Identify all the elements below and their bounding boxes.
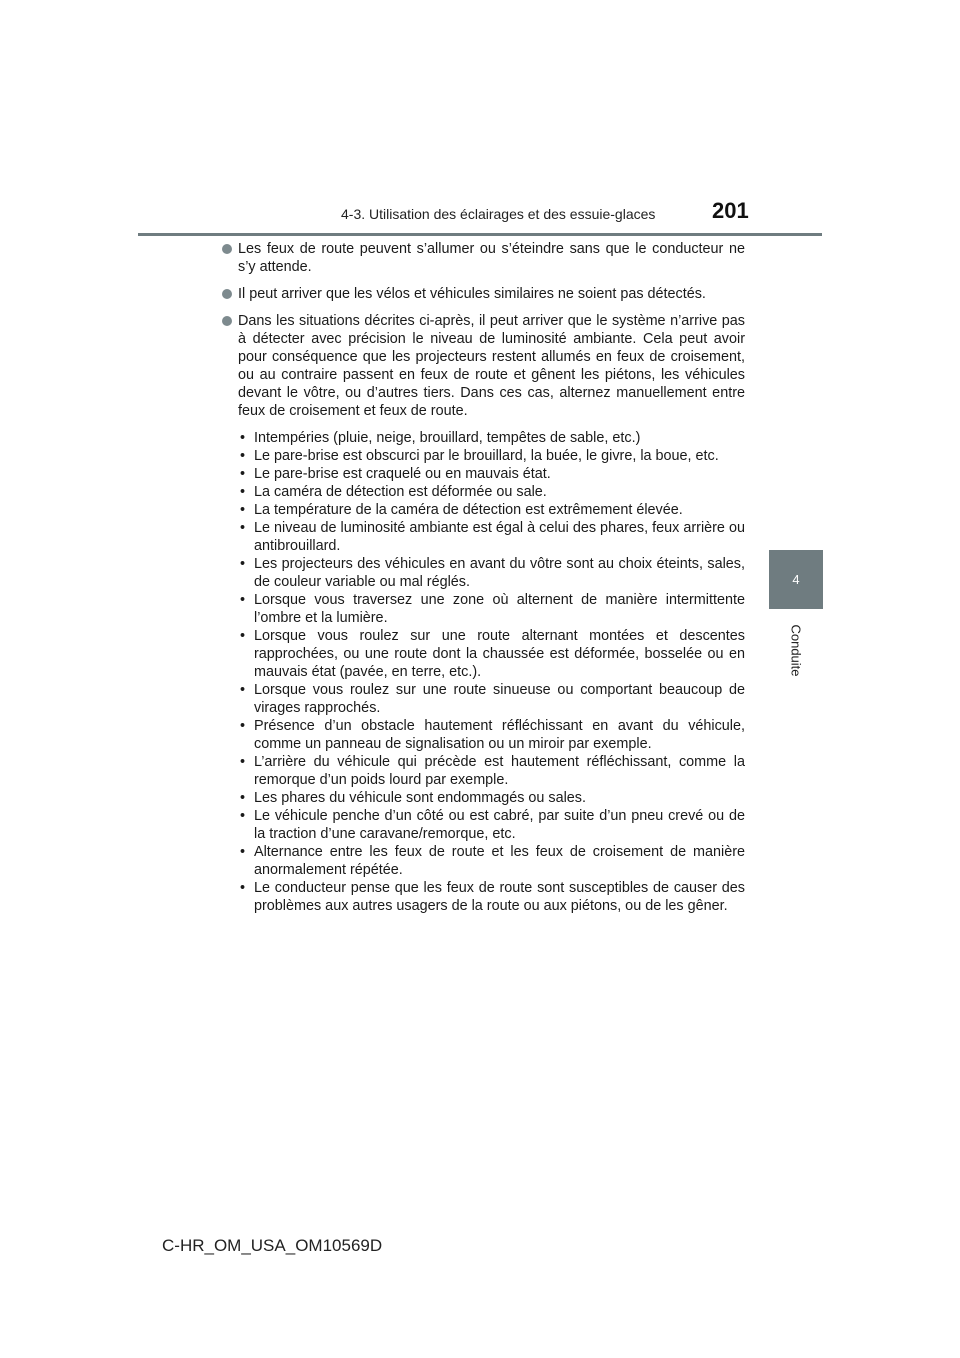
list-item-text: Le niveau de luminosité ambiante est égal à celui des phares, feux arrière ou antibrouillard. bbox=[254, 520, 745, 554]
sub-bullet-mark: • bbox=[240, 844, 246, 860]
list-item-text: L’arrière du véhicule qui précède est hautement réfléchissant, comme la remorque d’un poids lourd par exemple. bbox=[254, 754, 745, 788]
sub-bullet-mark: • bbox=[240, 520, 246, 536]
list-item bbox=[238, 789, 745, 807]
sub-bullet-mark: • bbox=[240, 448, 246, 464]
list-item-text: Présence d’un obstacle hautement réfléchissant en avant du véhicule, comme un panneau de signalisation ou un miroir par exemple. bbox=[254, 718, 745, 752]
sub-bullet-mark: • bbox=[240, 754, 246, 770]
list-item bbox=[238, 753, 745, 789]
chapter-tab bbox=[769, 550, 823, 609]
list-item bbox=[238, 429, 745, 447]
list-item bbox=[238, 447, 745, 465]
bullet-text: Les feux de route peuvent s’allumer ou s’éteindre sans que le conducteur ne s’y attende. bbox=[238, 241, 745, 275]
chapter-label-box bbox=[766, 620, 826, 680]
chapter-number: 4 bbox=[792, 572, 800, 587]
main-content bbox=[220, 240, 745, 915]
bullet-dot-icon bbox=[222, 244, 232, 254]
list-item bbox=[238, 519, 745, 555]
list-item-text: Les phares du véhicule sont endommagés ou sales. bbox=[254, 790, 586, 806]
bullet-item bbox=[220, 240, 745, 276]
list-item-text: Le conducteur pense que les feux de route sont susceptibles de causer des problèmes aux autres usagers de la route ou aux piétons, ou de les gêner. bbox=[254, 880, 745, 914]
list-item bbox=[238, 681, 745, 717]
list-item bbox=[238, 501, 745, 519]
sub-bullet-mark: • bbox=[240, 628, 246, 644]
list-item bbox=[238, 717, 745, 753]
list-item-text: Lorsque vous roulez sur une route alternant montées et descentes rapprochées, ou une route dont la chaussée est déformée, bosselée ou en mauvais état (pavée, en terre, etc.). bbox=[254, 628, 745, 680]
document-code: C-HR_OM_USA_OM10569D bbox=[162, 1236, 383, 1255]
bullet-text: Il peut arriver que les vélos et véhicules similaires ne soient pas détectés. bbox=[238, 286, 706, 302]
list-item-text: Alternance entre les feux de route et les feux de croisement de manière anormalement répétée. bbox=[254, 844, 745, 878]
sub-bullet-mark: • bbox=[240, 430, 246, 446]
list-item bbox=[238, 807, 745, 843]
header-rule bbox=[138, 233, 822, 236]
list-item bbox=[238, 879, 745, 915]
list-item bbox=[238, 627, 745, 681]
list-item bbox=[238, 465, 745, 483]
list-item-text: La température de la caméra de détection est extrêmement élevée. bbox=[254, 502, 683, 518]
sub-bullet-mark: • bbox=[240, 718, 246, 734]
sub-bullet-mark: • bbox=[240, 880, 246, 896]
bullet-dot-icon bbox=[222, 289, 232, 299]
chapter-label: Conduite bbox=[788, 623, 804, 677]
list-item-text: Le pare-brise est craquelé ou en mauvais état. bbox=[254, 466, 551, 482]
list-item-text: La caméra de détection est déformée ou sale. bbox=[254, 484, 547, 500]
list-item bbox=[238, 483, 745, 501]
bullet-text: Dans les situations décrites ci-après, il peut arriver que le système n’arrive pas à détecter avec précision le niveau de luminosité ambiante. Cela peut avoir pour conséquence que les projecteurs restent allumés en feux de croisement, ou au contraire passent en feux de route et gênent les piétons, les véhicules devant le vôtre, ou d’autres tiers. Dans ces cas, alternez manuellement entre feux de croisement et feux de route. bbox=[238, 313, 745, 419]
situation-list bbox=[220, 429, 745, 915]
list-item bbox=[238, 555, 745, 591]
bullet-item bbox=[220, 312, 745, 420]
sub-bullet-mark: • bbox=[240, 484, 246, 500]
sub-bullet-mark: • bbox=[240, 502, 246, 518]
section-title: 4-3. Utilisation des éclairages et des essuie-glaces bbox=[341, 206, 656, 222]
list-item-text: Intempéries (pluie, neige, brouillard, tempêtes de sable, etc.) bbox=[254, 430, 641, 446]
page-number: 201 bbox=[712, 198, 749, 223]
list-item-text: Le véhicule penche d’un côté ou est cabré, par suite d’un pneu crevé ou de la traction d’une caravane/remorque, etc. bbox=[254, 808, 745, 842]
sub-bullet-mark: • bbox=[240, 682, 246, 698]
sub-bullet-mark: • bbox=[240, 556, 246, 572]
bullet-item bbox=[220, 285, 745, 303]
list-item-text: Lorsque vous traversez une zone où alternent de manière intermittente l’ombre et la lumière. bbox=[254, 592, 745, 626]
sub-bullet-mark: • bbox=[240, 466, 246, 482]
list-item bbox=[238, 591, 745, 627]
bullet-dot-icon bbox=[222, 316, 232, 326]
sub-bullet-mark: • bbox=[240, 808, 246, 824]
list-item-text: Les projecteurs des véhicules en avant du vôtre sont au choix éteints, sales, de couleur variable ou mal réglés. bbox=[254, 556, 745, 590]
sub-bullet-mark: • bbox=[240, 592, 246, 608]
sub-bullet-mark: • bbox=[240, 790, 246, 806]
list-item-text: Lorsque vous roulez sur une route sinueuse ou comportant beaucoup de virages rapprochés. bbox=[254, 682, 745, 716]
list-item-text: Le pare-brise est obscurci par le brouillard, la buée, le givre, la boue, etc. bbox=[254, 448, 719, 464]
list-item bbox=[238, 843, 745, 879]
